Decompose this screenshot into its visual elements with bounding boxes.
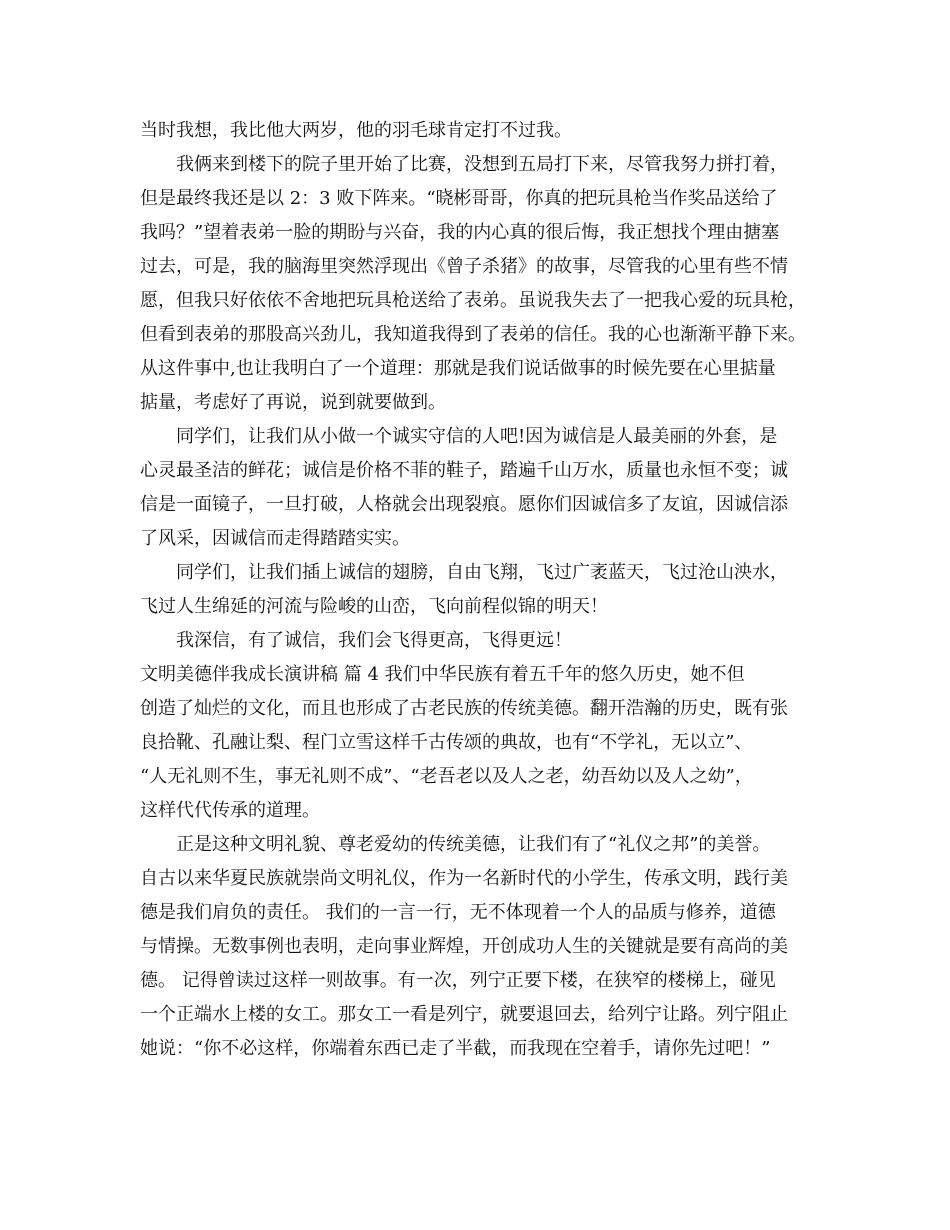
text-line: 了风采，因诚信而走得踏踏实实。: [140, 528, 410, 549]
section-heading-line: 文明美德伴我成长演讲稿 篇 4 我们中华民族有着五千年的悠久历史，她不但: [140, 664, 745, 685]
text-line: 自古以来华夏民族就崇尚文明礼仪，作为一名新时代的小学生，传承文明，践行美: [140, 868, 788, 889]
text-line: 信是一面镜子，一旦打破，人格就会出现裂痕。愿你们因诚信多了友谊，因诚信添: [140, 494, 788, 515]
text-line: 我深信，有了诚信，我们会飞得更高，飞得更远！: [176, 630, 572, 651]
text-line: 正是这种文明礼貌、尊老爱幼的传统美德，让我们有了“礼仪之邦”的美誉。: [176, 834, 771, 855]
text-line: 与情操。无数事例也表明，走向事业辉煌，开创成功人生的关键就是要有高尚的美: [140, 936, 788, 957]
text-line: 心灵最圣洁的鲜花；诚信是价格不菲的鞋子，踏遍千山万水，质量也永恒不变；诚: [140, 460, 788, 481]
text-line: 同学们，让我们插上诚信的翅膀，自由飞翔，飞过广袤蓝天，飞过沧山泱水，: [176, 562, 788, 583]
text-line: 我俩来到楼下的院子里开始了比赛，没想到五局打下来，尽管我努力拼打着，: [176, 154, 788, 175]
document-body: [140, 114, 820, 1066]
text-line: 她说：“你不必这样，你端着东西已走了半截，而我现在空着手，请你先过吧！”: [140, 1038, 771, 1059]
text-line: 飞过人生绵延的河流与险峻的山峦，飞向前程似锦的明天！: [140, 596, 608, 617]
text-line: 但看到表弟的那股高兴劲儿，我知道我得到了表弟的信任。我的心也渐渐平静下来。: [140, 324, 806, 345]
text-line: 过去，可是，我的脑海里突然浮现出《曾子杀猪》的故事，尽管我的心里有些不情: [140, 256, 788, 277]
text-line: 德是我们肩负的责任。 我们的一言一行，无不体现着一个人的品质与修养，道德: [140, 902, 776, 923]
text-line: 愿，但我只好依依不舍地把玩具枪送给了表弟。虽说我失去了一把我心爱的玩具枪，: [140, 290, 806, 311]
text-line: 从这件事中,也让我明白了一个道理：那就是我们说话做事的时候先要在心里掂量: [140, 358, 776, 379]
text-line: 但是最终我还是以 2：3 败下阵来。“晓彬哥哥，你真的把玩具枪当作奖品送给了: [140, 188, 778, 209]
text-line: 创造了灿烂的文化，而且也形成了古老民族的传统美德。翻开浩瀚的历史，既有张: [140, 698, 788, 719]
text-line: 一个正端水上楼的女工。那女工一看是列宁，就要退回去，给列宁让路。列宁阻止: [140, 1004, 788, 1025]
text-line: 德。 记得曾读过这样一则故事。有一次，列宁正要下楼，在狭窄的楼梯上，碰见: [140, 970, 776, 991]
text-line: 当时我想，我比他大两岁，他的羽毛球肯定打不过我。: [140, 120, 572, 141]
text-line: “人无礼则不生，事无礼则不成”、“老吾老以及人之老，幼吾幼以及人之幼”，: [140, 766, 753, 787]
text-line: 这样代代传承的道理。: [140, 800, 320, 821]
text-line: 良拾靴、孔融让梨、程门立雪这样千古传颂的典故，也有“不学礼，无以立”、: [140, 732, 753, 753]
text-line: 同学们，让我们从小做一个诚实守信的人吧!因为诚信是人最美丽的外套，是: [176, 426, 778, 447]
text-line: 掂量，考虑好了再说，说到就要做到。: [140, 392, 446, 413]
text-line: 我吗？”望着表弟一脸的期盼与兴奋，我的内心真的很后悔，我正想找个理由搪塞: [140, 222, 780, 243]
